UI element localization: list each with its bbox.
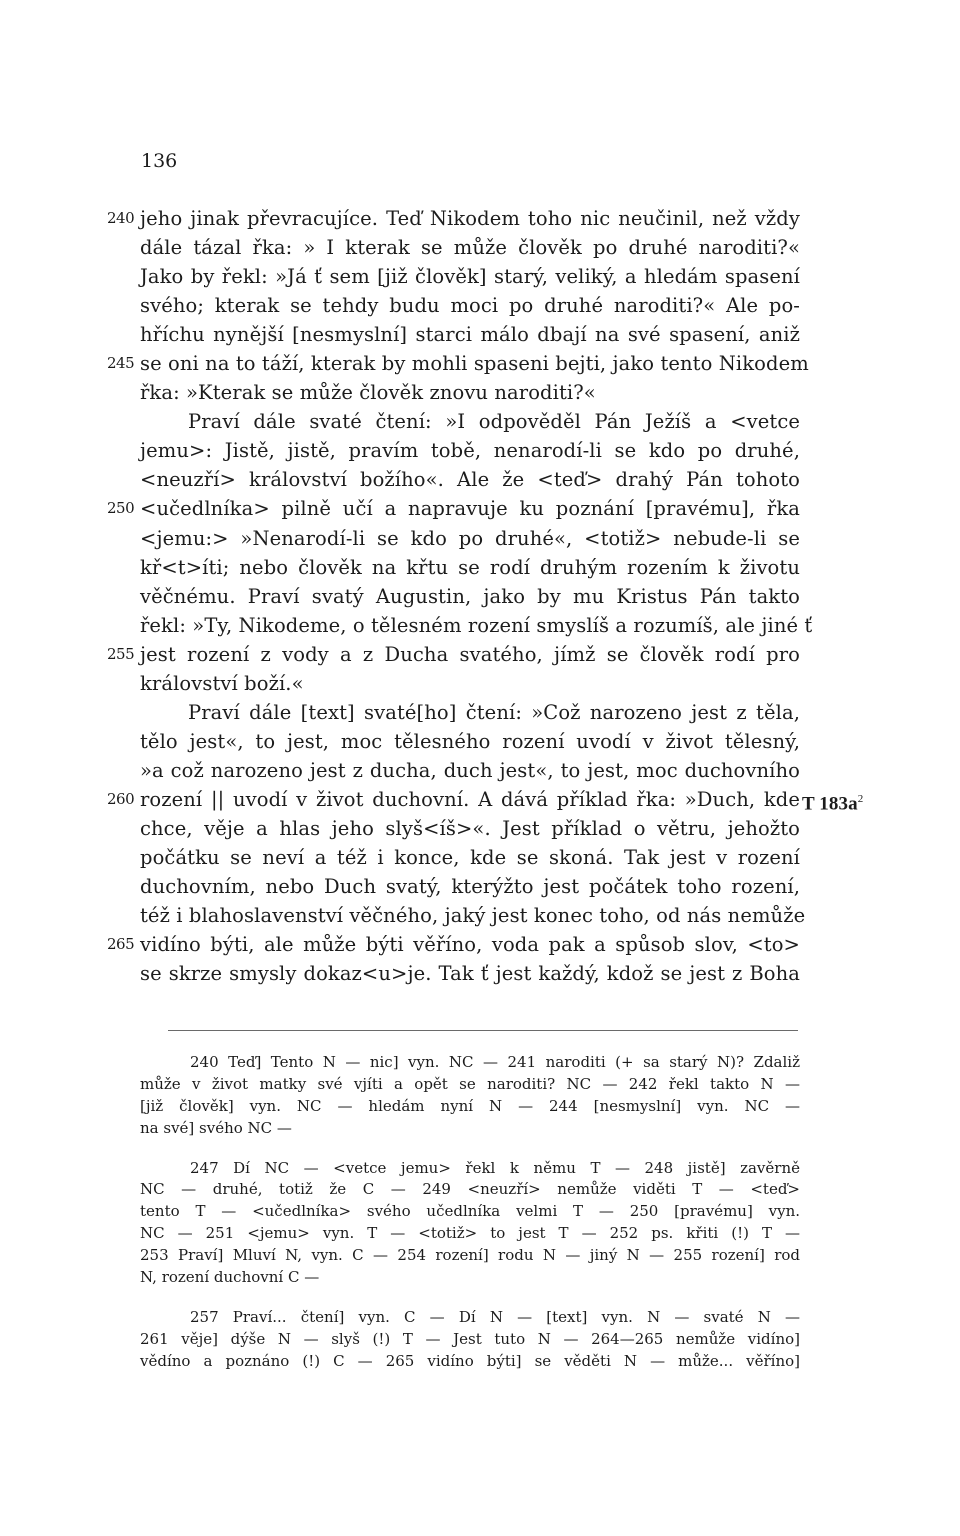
line-text: duchovním, nebo Duch svatý, kterýžto jest počátek toho rození, [140,875,800,899]
line-text: se skrze smysly dokaz<u>je. Tak ť jest každý, kdož se jest z Boha [140,962,800,986]
note-line: [již člověk] vyn. NC — hledám nyní N — 244 [nesmyslní] vyn. NC — [140,1096,800,1115]
margin-reference-superscript: 2 [857,792,864,805]
main-text [107,204,864,988]
margin-reference-text: T 183a [802,793,858,815]
text-line [140,291,800,320]
text-line [140,436,800,465]
line-text: chce, věje a hlas jeho slyš<íš>«. Jest příklad o větru, jehožto [140,816,800,840]
text-line [107,930,800,959]
note-line: může v život matky své vjíti a opět se naroditi? NC — 242 řekl takto N — [140,1074,800,1093]
text-line [140,582,800,611]
line-text: počátku se neví a též i konce, kde se skoná. Tak jest v rození [140,846,800,870]
line-text: věčnému. Praví svatý Augustin, jako by mu Kristus Pán takto [140,584,800,608]
text-line [140,959,800,988]
line-text: řekl: »Ty, Nikodeme, o tělesném rození smyslíš a rozumíš, ale jiné ť [140,613,813,637]
note-line: N, rození duchovní C — [140,1268,320,1287]
line-number: 260 [107,789,135,808]
text-line [140,233,800,262]
line-text: Praví dále svaté čtení: »I odpověděl Pán Ježíš a <vetce [188,410,800,434]
text-line [140,843,800,872]
line-text: též i blahoslavenství věčného, jaký jest konec toho, od nás nemůže [140,904,806,928]
text-line [140,611,813,640]
text-line [140,698,800,727]
line-text: Jako by řekl: »Já ť sem [již člověk] starý, veliký, a hledám spasení [140,265,800,289]
text-line [140,901,806,930]
line-text: <neuzří> království božího«. Ale že <teď> drahý Pán tohoto [140,468,800,492]
note-line: na své] svého NC — [140,1118,292,1137]
line-number: 240 [107,209,135,227]
footnote-rule [168,1030,798,1031]
line-text: <učedlníka> pilně učí a napravuje ku poznání [pravému], řka [140,497,800,521]
text-line [107,204,800,233]
line-text: »a což narozeno jest z ducha, duch jest«, to jest, moc duchovního [140,758,800,782]
line-text: svého; kterak se tehdy budu moci po druhé naroditi?« Ale po- [140,294,800,318]
text-line [107,785,864,815]
text-line [140,814,800,843]
text-line [140,407,800,436]
line-text: rození || uvodí v život duchovní. A dává příklad řka: »Duch, kde [140,787,800,811]
line-text: jeho jinak převracujíce. Teď Nikodem toho nic neučinil, než vždy [140,207,800,230]
note-gap [140,1289,800,1307]
text-line [140,320,800,349]
note-line: 257 Praví... čtení] vyn. C — Dí N — [text] vyn. N — svaté N — [190,1307,800,1326]
note-line: NC — 251 <jemu> vyn. T — <totiž> to jest T — 252 ps. křiti (!) T — [140,1224,800,1243]
line-number: 245 [107,354,135,373]
line-number: 265 [107,935,135,954]
line-text: jemu>: Jistě, jistě, pravím tobě, nenarodí-li se kdo po druhé, [140,439,800,463]
text-line [107,640,800,669]
note-line: NC — druhé, totiž že C — 249 <neuzří> nemůže viděti T — <teď> [140,1180,800,1199]
line-text: království boží.« [140,671,304,695]
text-line [140,524,800,553]
critical-apparatus [140,1052,800,1373]
text-line [140,262,800,291]
line-text: Praví dále [text] svaté[ho] čtení: »Což narozeno jest z těla, [188,700,800,724]
line-text: dále tázal řka: » I kterak se může člověk po druhé naroditi?« [140,236,800,260]
note-line: vědíno a poznáno (!) C — 265 vidíno býti] se věděti N — může... věříno] [140,1351,800,1370]
margin-reference [802,785,863,818]
text-line [140,465,800,494]
note-line: tento T — <učedlníka> svého učedlníka velmi T — 250 [pravému] vyn. [140,1202,800,1221]
note-line: 253 Praví] Mluví N, vyn. C — 254 rození] rodu N — jiný N — 255 rození] rod [140,1246,800,1265]
line-text: hříchu nynější [nesmyslní] starci málo dbají na své spasení, aniž [140,323,800,347]
text-line [107,349,809,378]
line-text: řka: »Kterak se může člověk znovu naroditi?« [140,381,596,405]
line-text: kř<t>íti; nebo člověk na křtu se rodí druhým rozením k životu [140,555,800,579]
note-gap [140,1140,800,1158]
text-line [140,756,800,785]
note-line: 240 Teď] Tento N — nic] vyn. NC — 241 naroditi (+ sa starý N)? Zdaliž [190,1053,800,1071]
line-text: vidíno býti, ale může býti věříno, voda pak a spůsob slov, <to> [140,933,800,957]
line-text: jest rození z vody a z Ducha svatého, jímž se člověk rodí pro [140,642,800,666]
note-line: 247 Dí NC — <vetce jemu> řekl k němu T — 248 jistě] zavěrně [190,1158,800,1177]
text-line [140,669,800,698]
text-line [140,553,800,582]
text-line [107,494,800,523]
page-number: 136 [141,150,178,172]
text-line [140,727,800,756]
line-number: 250 [107,499,135,518]
text-line [140,872,800,901]
text-line [140,378,800,407]
line-number: 255 [107,644,135,663]
line-text: se oni na to táží, kterak by mohli spaseni bejti, jako tento Nikodem [140,352,809,376]
line-text: <jemu:> »Nenarodí-li se kdo po druhé«, <totiž> nebude-li se [140,526,800,550]
line-text: tělo jest«, to jest, moc tělesného rození uvodí v život tělesný, [140,729,800,753]
note-line: 261 věje] dýše N — slyš (!) T — Jest tuto N — 264—265 nemůže vidíno] [140,1329,800,1348]
